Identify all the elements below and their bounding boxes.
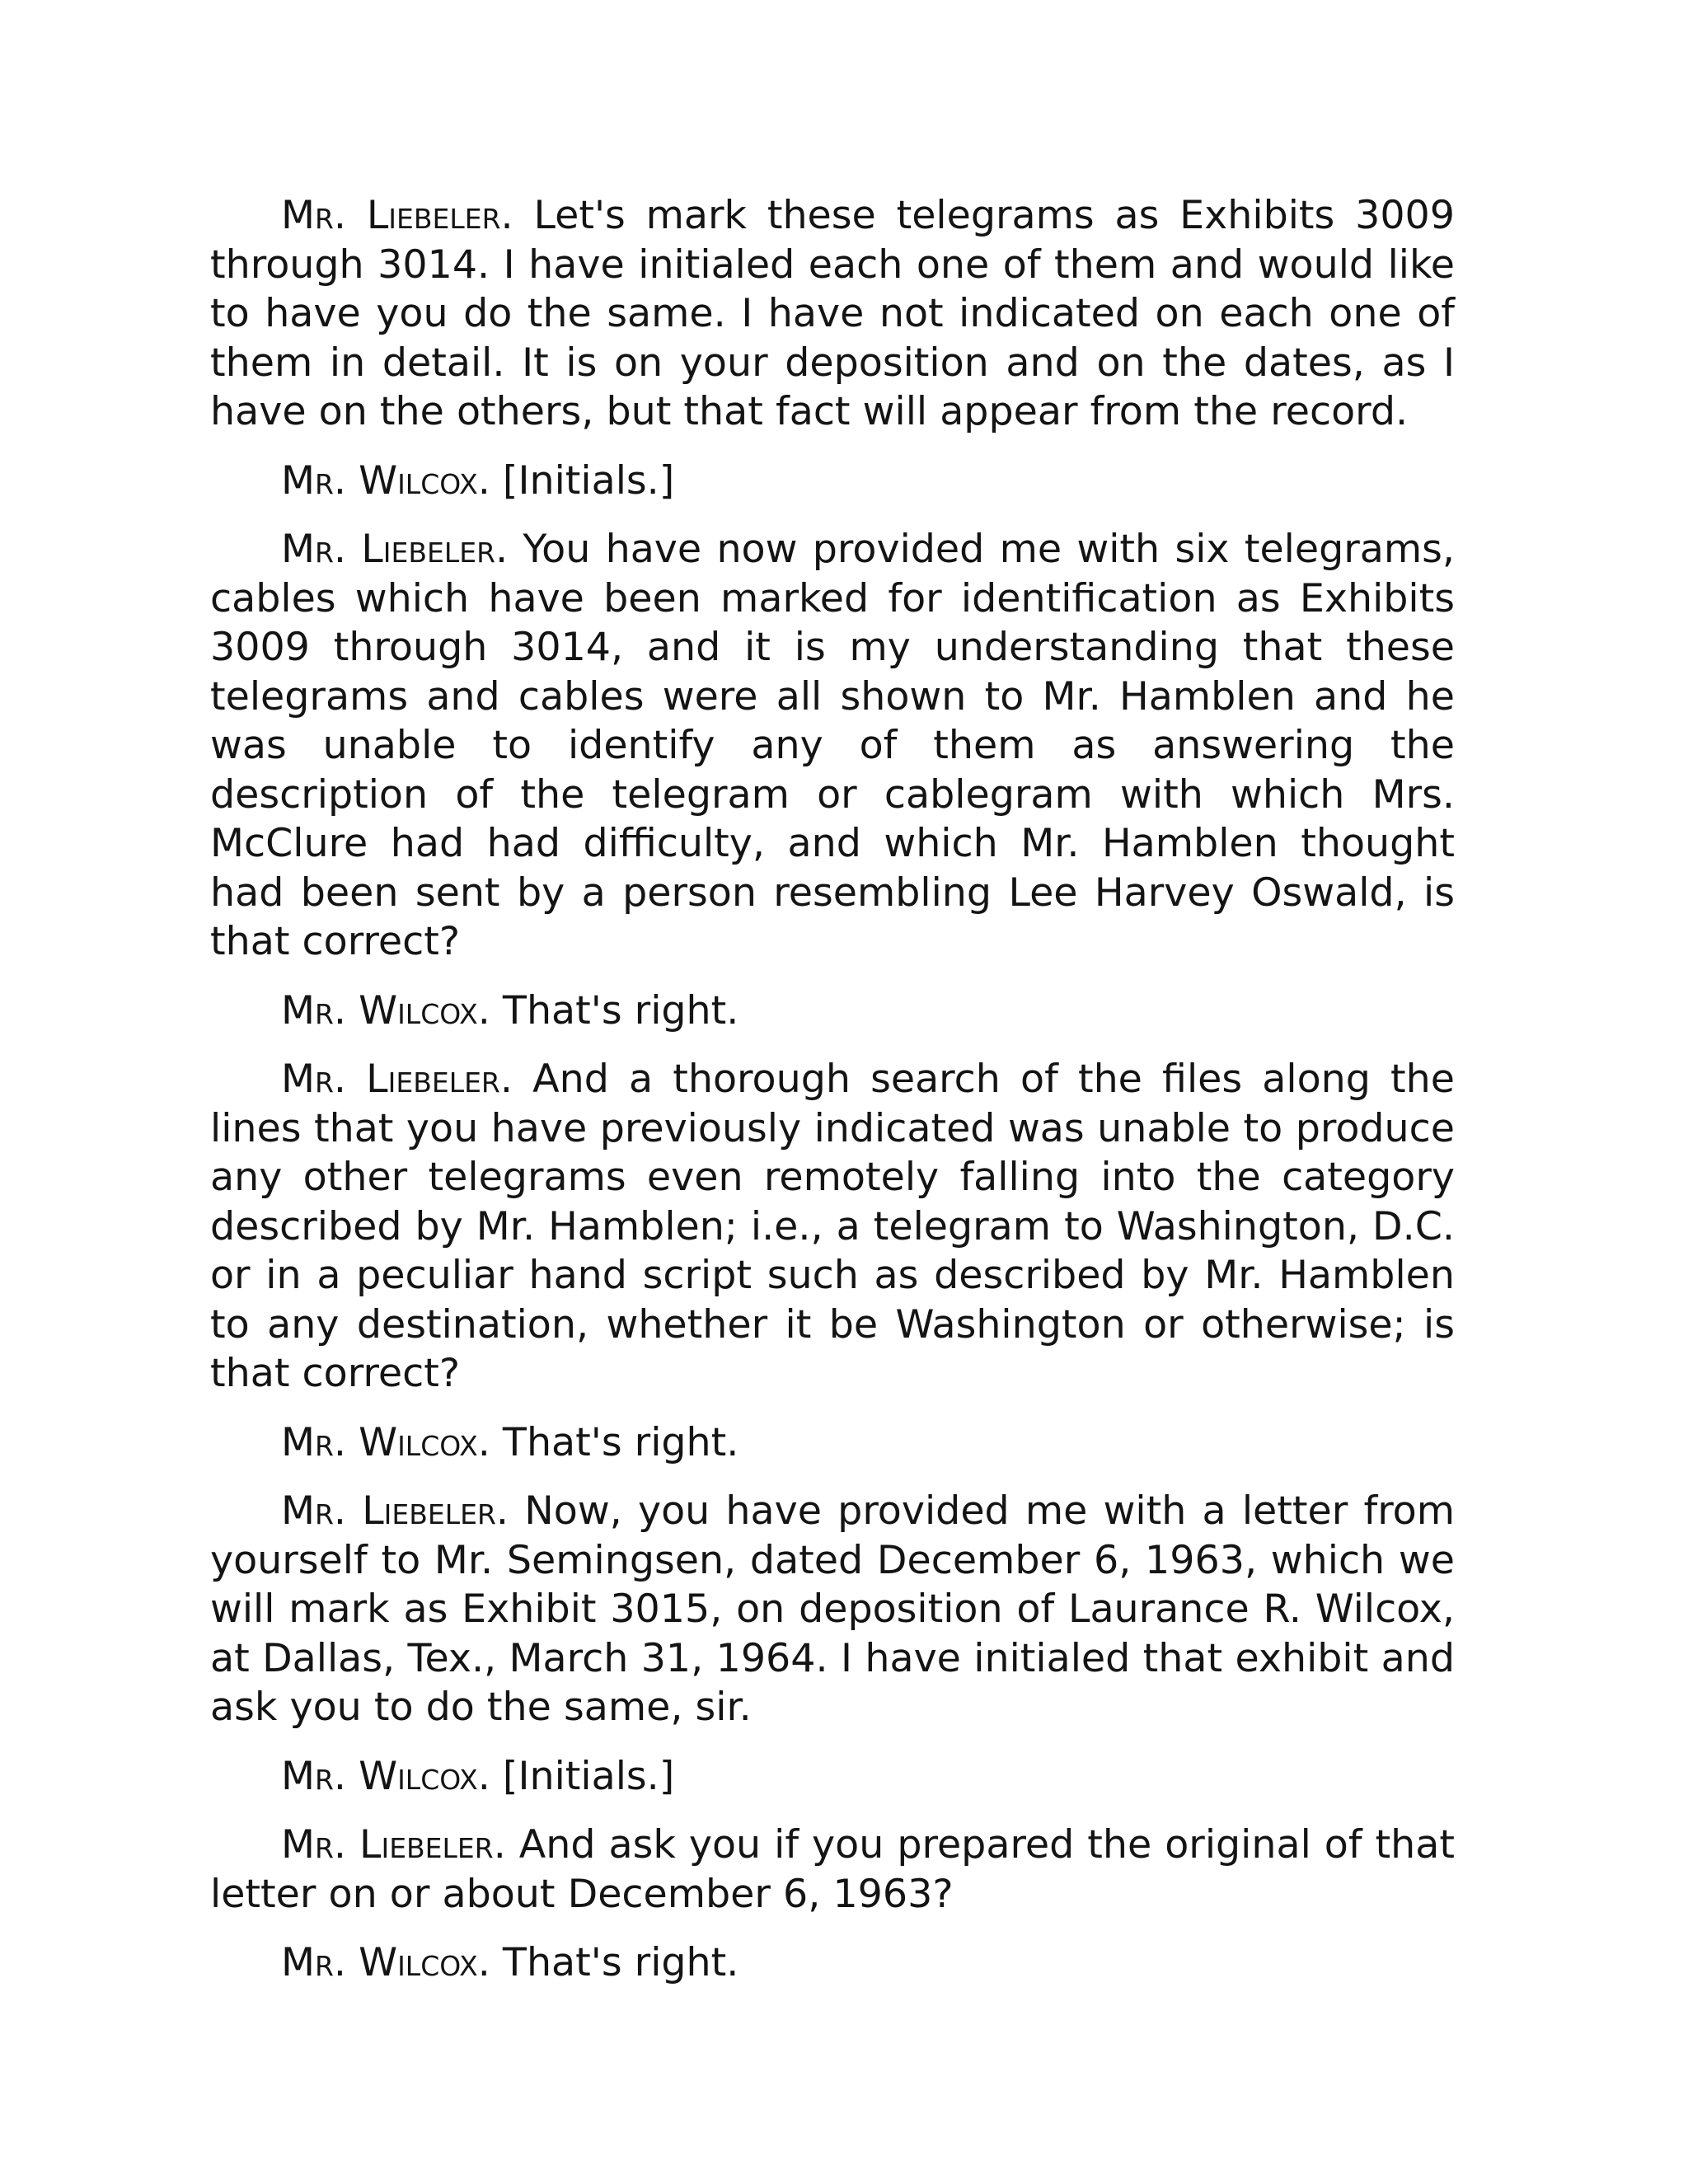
paragraph: Mr. Liebeler. You have now provided me with six telegrams, cables which have been marked for identification as Exhibits 3009 through 3014, and it is my understanding that these telegrams and cables were all shown to Mr. Hamblen and he was unable to identify any of them as answering the description of the telegram or cablegram with which Mrs. McClure had had difficulty, and which Mr. Hamblen thought had been sent by a person resembling Lee Harvey Oswald, is that correct?	[210, 527, 1455, 964]
paragraph-text: You have now provided me with six telegrams, cables which have been marked for identification as Exhibits 3009 through 3014, and it is my understanding that these telegrams and cables were all shown to Mr. Hamblen and he was unable to identify any of them as answering the description of the telegram or cablegram with which Mrs. McClure had had difficulty, and which Mr. Hamblen thought had been sent by a person resembling Lee Harvey Oswald, is that correct?	[210, 527, 1455, 964]
paragraph-text: That's right.	[490, 1940, 739, 1985]
speaker-name: Mr. Wilcox	[281, 457, 478, 504]
paragraph-text: And a thorough search of the files along the lines that you have previously indicated was unable to produce any other telegrams even remotely falling into the category described by Mr. Hamblen; i.e., a telegram to Washington, D.C. or in a peculiar hand script such as described by Mr. Hamblen to any destination, whether it be Washington or otherwise; is that correct?	[210, 1057, 1455, 1396]
paragraph: Mr. Wilcox. [Initials.]	[281, 457, 675, 504]
paragraph-text: [Initials.]	[490, 1753, 675, 1799]
paragraph: Mr. Wilcox. [Initials.]	[281, 1753, 675, 1799]
speaker-name: Mr. Wilcox	[281, 1419, 478, 1465]
paragraph: Mr. Wilcox. That's right.	[281, 1419, 739, 1465]
paragraph: Mr. Liebeler. And ask you if you prepared the original of that letter on or about December 6, 1963?	[210, 1822, 1456, 1917]
paragraph-text: And ask you if you prepared the original of that letter on or about December 6, 1963?	[210, 1822, 1456, 1917]
speaker-name: Mr. Liebeler	[281, 1822, 494, 1868]
paragraph-text: Let's mark these telegrams as Exhibits 3009 through 3014. I have initialed each one of them and would like to have you do the same. I have not indicated on each one of them in detail. It is on your deposition and on the dates, as I have on the others, but that fact will appear from the record.	[210, 193, 1455, 434]
paragraph: Mr. Liebeler. Let's mark these telegrams as Exhibits 3009 through 3014. I have initialed each one of them and would like to have you do the same. I have not indicated on each one of them in detail. It is on your deposition and on the dates, as I have on the others, but that fact will appear from the record.	[210, 193, 1455, 434]
paragraph: Mr. Liebeler. And a thorough search of the files along the lines that you have previously indicated was unable to produce any other telegrams even remotely falling into the category described by Mr. Hamblen; i.e., a telegram to Washington, D.C. or in a peculiar hand script such as described by Mr. Hamblen to any destination, whether it be Washington or otherwise; is that correct?	[210, 1057, 1455, 1396]
speaker-name: Mr. Liebeler	[281, 1057, 500, 1102]
speaker-name: Mr. Wilcox	[281, 1753, 478, 1799]
paragraph: Mr. Wilcox. That's right.	[281, 987, 739, 1033]
paragraph-text: [Initials.]	[490, 457, 675, 504]
speaker-name: Mr. Wilcox	[281, 1940, 478, 1985]
speaker-name: Mr. Liebeler	[281, 193, 501, 238]
speaker-name: Mr. Liebeler	[281, 1488, 496, 1534]
speaker-name: Mr. Wilcox	[281, 987, 478, 1033]
transcript-page	[210, 191, 1455, 2008]
paragraph-text: Now, you have provided me with a letter from yourself to Mr. Semingsen, dated December 6, 1963, which we will mark as Exhibit 3015, on deposition of Laurance R. Wilcox, at Dallas, Tex., March 31, 1964. I have initialed that exhibit and ask you to do the same, sir.	[210, 1488, 1456, 1730]
paragraph-text: That's right.	[490, 987, 739, 1033]
paragraph-text: That's right.	[490, 1419, 739, 1465]
paragraph: Mr. Liebeler. Now, you have provided me with a letter from yourself to Mr. Semingsen, dated December 6, 1963, which we will mark as Exhibit 3015, on deposition of Laurance R. Wilcox, at Dallas, Tex., March 31, 1964. I have initialed that exhibit and ask you to do the same, sir.	[210, 1488, 1456, 1730]
paragraph: Mr. Wilcox. That's right.	[281, 1940, 739, 1985]
speaker-name: Mr. Liebeler	[281, 527, 496, 572]
